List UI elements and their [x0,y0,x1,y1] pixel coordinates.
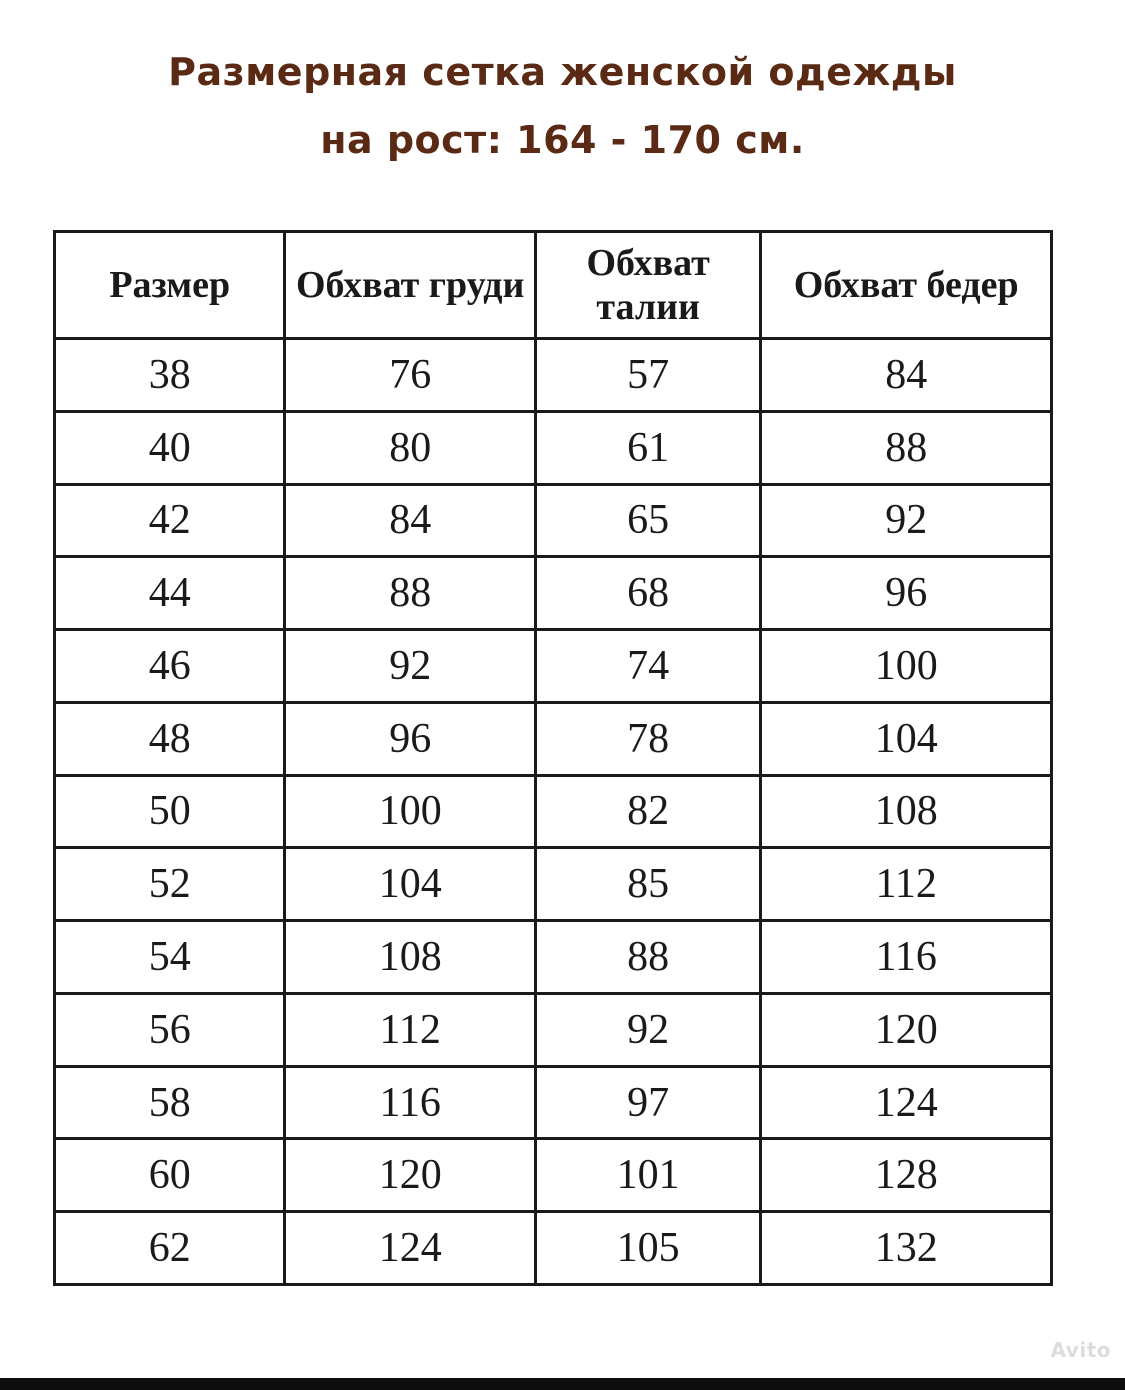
cell-hips: 112 [761,848,1052,921]
cell-waist: 61 [535,411,760,484]
cell-size: 44 [55,557,285,630]
cell-waist: 88 [535,921,760,994]
cell-waist: 82 [535,775,760,848]
cell-hips: 116 [761,921,1052,994]
table-row [55,775,1052,848]
cell-chest: 112 [285,993,536,1066]
table-row [55,993,1052,1066]
cell-size: 56 [55,993,285,1066]
table-row [55,339,1052,412]
cell-size: 52 [55,848,285,921]
cell-hips: 108 [761,775,1052,848]
header-waist: Обхват талии [535,232,760,339]
cell-chest: 120 [285,1139,536,1212]
table-row [55,702,1052,775]
cell-size: 58 [55,1066,285,1139]
cell-hips: 124 [761,1066,1052,1139]
cell-waist: 97 [535,1066,760,1139]
table-row [55,1139,1052,1212]
cell-hips: 88 [761,411,1052,484]
cell-waist: 105 [535,1212,760,1285]
cell-size: 42 [55,484,285,557]
table-row [55,557,1052,630]
cell-waist: 65 [535,484,760,557]
page-subtitle: на рост: 164 - 170 см. [320,118,805,162]
cell-size: 48 [55,702,285,775]
table-row [55,921,1052,994]
cell-waist: 92 [535,993,760,1066]
cell-size: 62 [55,1212,285,1285]
cell-hips: 96 [761,557,1052,630]
cell-chest: 124 [285,1212,536,1285]
cell-hips: 92 [761,484,1052,557]
cell-waist: 101 [535,1139,760,1212]
page-title: Размерная сетка женской одежды [168,50,957,94]
header-size: Размер [55,232,285,339]
cell-chest: 108 [285,921,536,994]
cell-size: 46 [55,630,285,703]
cell-hips: 120 [761,993,1052,1066]
table-body [55,339,1052,1285]
cell-hips: 132 [761,1212,1052,1285]
table-row [55,630,1052,703]
table-row [55,848,1052,921]
cell-hips: 100 [761,630,1052,703]
cell-waist: 78 [535,702,760,775]
cell-chest: 88 [285,557,536,630]
cell-size: 60 [55,1139,285,1212]
cell-chest: 80 [285,411,536,484]
cell-waist: 74 [535,630,760,703]
cell-size: 38 [55,339,285,412]
cell-waist: 68 [535,557,760,630]
bottom-bar [0,1378,1125,1390]
cell-chest: 84 [285,484,536,557]
size-chart-table [53,230,1053,1286]
cell-chest: 100 [285,775,536,848]
cell-chest: 76 [285,339,536,412]
table-row [55,484,1052,557]
header-chest: Обхват груди [285,232,536,339]
cell-chest: 92 [285,630,536,703]
cell-size: 50 [55,775,285,848]
cell-waist: 85 [535,848,760,921]
table-row [55,1066,1052,1139]
header-row [55,232,1052,339]
avito-watermark: Avito [1050,1338,1111,1362]
header-hips: Обхват бедер [761,232,1052,339]
cell-hips: 128 [761,1139,1052,1212]
cell-hips: 104 [761,702,1052,775]
cell-hips: 84 [761,339,1052,412]
cell-chest: 104 [285,848,536,921]
table-row [55,1212,1052,1285]
table-row [55,411,1052,484]
cell-waist: 57 [535,339,760,412]
cell-size: 40 [55,411,285,484]
cell-size: 54 [55,921,285,994]
cell-chest: 96 [285,702,536,775]
cell-chest: 116 [285,1066,536,1139]
